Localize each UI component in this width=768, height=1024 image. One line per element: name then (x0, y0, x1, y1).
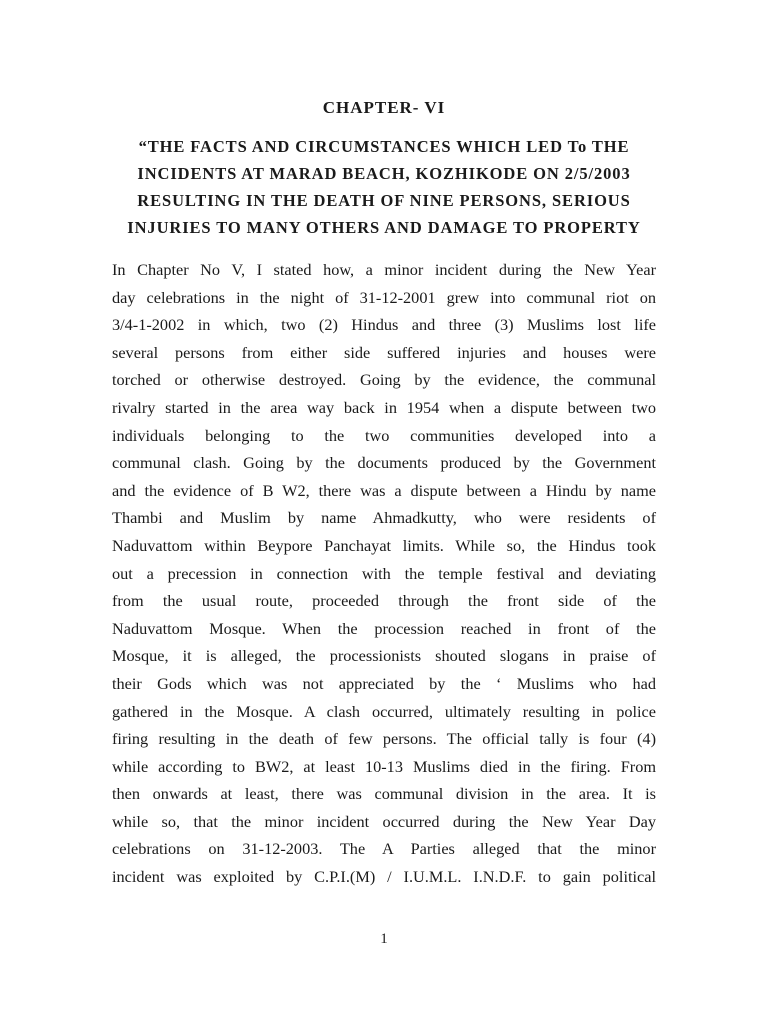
body-line: Naduvattom Mosque. When the procession reached in front of the (112, 618, 656, 638)
body-line: while so, that the minor incident occurred during the New Year Day (112, 811, 656, 831)
body-line: celebrations on 31-12-2003. The A Parties alleged that the minor (112, 839, 656, 859)
body-line: Naduvattom within Beypore Panchayat limits. While so, the Hindus took (112, 535, 656, 555)
body-line: 3/4-1-2002 in which, two (2) Hindus and three (3) Muslims lost life (112, 315, 656, 335)
body-line: communal clash. Going by the documents produced by the Government (112, 453, 656, 473)
title-line: INJURIES TO MANY OTHERS AND DAMAGE TO PROPERTY (127, 218, 641, 237)
body-line: Thambi and Muslim by name Ahmadkutty, who were residents of (112, 508, 656, 528)
title-line: INCIDENTS AT MARAD BEACH, KOZHIKODE ON 2/5/2003 (137, 164, 631, 183)
body-line: gathered in the Mosque. A clash occurred, ultimately resulting in police (112, 701, 656, 721)
body-line: torched or otherwise destroyed. Going by the evidence, the communal (112, 370, 656, 390)
body-line: several persons from either side suffered injuries and houses were (112, 342, 656, 362)
body-paragraph (112, 256, 656, 891)
body-line: out a precession in connection with the temple festival and deviating (112, 563, 656, 583)
chapter-title (112, 133, 656, 241)
body-line: their Gods which was not appreciated by the ‘ Muslims who had (112, 673, 656, 693)
body-line: and the evidence of B W2, there was a dispute between a Hindu by name (112, 480, 656, 500)
title-line: “THE FACTS AND CIRCUMSTANCES WHICH LED To THE (138, 137, 630, 156)
chapter-heading: CHAPTER- VI (322, 98, 446, 117)
body-line: Mosque, it is alleged, the processionists shouted slogans in praise of (112, 646, 656, 666)
body-line: then onwards at least, there was communal division in the area. It is (112, 784, 656, 804)
body-line: individuals belonging to the two communities developed into a (112, 425, 656, 445)
title-line: RESULTING IN THE DEATH OF NINE PERSONS, SERIOUS (137, 191, 631, 210)
body-line: rivalry started in the area way back in 1954 when a dispute between two (112, 397, 656, 417)
body-line: while according to BW2, at least 10-13 Muslims died in the firing. From (112, 756, 656, 776)
body-line: day celebrations in the night of 31-12-2001 grew into communal riot on (112, 287, 656, 307)
body-line: firing resulting in the death of few persons. The official tally is four (4) (112, 729, 656, 749)
body-line: In Chapter No V, I stated how, a minor incident during the New Year (112, 260, 656, 279)
body-line: incident was exploited by C.P.I.(M) / I.U.M.L. I.N.D.F. to gain political (112, 867, 656, 887)
body-line: from the usual route, proceeded through the front side of the (112, 591, 656, 611)
page-number: 1 (380, 931, 388, 947)
